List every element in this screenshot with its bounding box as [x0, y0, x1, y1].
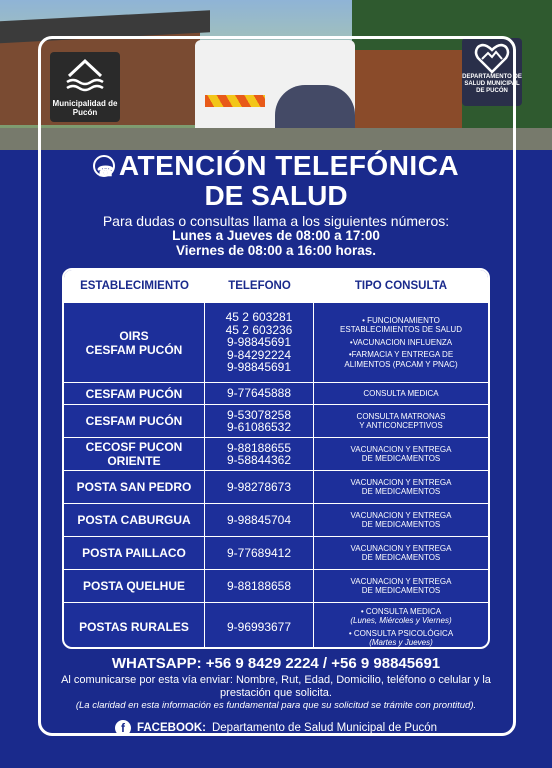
- phone-number[interactable]: 9-88188655: [226, 440, 292, 455]
- tipo-consulta-text: VACUNACION Y ENTREGA: [350, 576, 452, 586]
- cell-telefono: [205, 438, 314, 470]
- tipo-consulta-text: CONSULTA MEDICA: [363, 388, 439, 398]
- table-row: [64, 302, 488, 382]
- hours-friday: Viernes de 08:00 a 16:00 horas.: [175, 243, 377, 258]
- phone-table: [62, 268, 490, 649]
- cell-establecimiento: [64, 537, 205, 569]
- cell-telefono: [205, 537, 314, 569]
- tipo-consulta-text: DE MEDICAMENTOS: [361, 553, 441, 562]
- table-row: [64, 437, 488, 470]
- phone-number[interactable]: 9-61086532: [226, 420, 292, 434]
- instructions: Al comunicarse por esta vía enviar: Nombre, Rut, Edad, Domicilio, teléfono o celular y la prestación que solicita.: [61, 674, 491, 699]
- establecimiento-text: CECOSF PUCON: [85, 440, 183, 454]
- tipo-consulta-text: DE MEDICAMENTOS: [361, 520, 441, 529]
- header-tipo-consulta: TIPO CONSULTA: [354, 280, 448, 292]
- cell-establecimiento: [64, 303, 205, 382]
- cell-tipo-consulta: [314, 537, 488, 569]
- table-row: [64, 602, 488, 649]
- tipo-consulta-text: • CONSULTA PSICOLÓGICA: [348, 628, 454, 638]
- establecimiento-text: POSTAS RURALES: [79, 620, 189, 634]
- cell-establecimiento: [64, 383, 205, 404]
- phone-number[interactable]: 9-53078258: [226, 407, 292, 422]
- table-row: [64, 536, 488, 569]
- cell-tipo-consulta: [314, 383, 488, 404]
- cell-tipo-consulta: [314, 471, 488, 503]
- phone-number[interactable]: 9-98278673: [226, 479, 292, 494]
- cell-telefono: [205, 570, 314, 602]
- establecimiento-text: CESFAM PUCÓN: [85, 342, 183, 357]
- title-line1: ATENCIÓN TELEFÓNICA: [118, 150, 460, 181]
- title-line2: DE SALUD: [204, 180, 348, 211]
- tipo-consulta-text: (Martes y Jueves): [369, 638, 433, 647]
- cell-telefono: [205, 504, 314, 536]
- cell-telefono: [205, 383, 314, 404]
- phone-number[interactable]: 9-84292224: [226, 347, 292, 362]
- instructions-note: (La claridad en esta información es fundamental para que su solicitud se trámite con prontitud).: [75, 700, 477, 711]
- establecimiento-text: ORIENTE: [107, 454, 161, 468]
- phone-number[interactable]: 9-88188658: [226, 578, 292, 593]
- subtitle: Para dudas o consultas llama a los siguientes números:: [102, 213, 450, 229]
- table-row: [64, 382, 488, 404]
- establecimiento-text: POSTA SAN PEDRO: [76, 480, 192, 494]
- establecimiento-text: CESFAM PUCÓN: [85, 386, 183, 401]
- phone-number[interactable]: 9-98845704: [226, 512, 292, 527]
- phone-number[interactable]: 9-98845691: [226, 335, 292, 350]
- whatsapp-line: WHATSAPP: +56 9 8429 2224 / +56 9 98845691: [111, 655, 441, 672]
- header-establecimiento: ESTABLECIMIENTO: [80, 280, 189, 292]
- tipo-consulta-text: ALIMENTOS (PACAM Y PNAC): [344, 359, 458, 369]
- tipo-consulta-text: DE MEDICAMENTOS: [361, 454, 441, 463]
- header-telefono: TELEFONO: [228, 280, 291, 292]
- tipo-consulta-text: •VACUNACION INFLUENZA: [349, 337, 453, 347]
- establecimiento-text: POSTA CABURGUA: [77, 513, 191, 527]
- cell-telefono: [205, 471, 314, 503]
- table-row: [64, 404, 488, 437]
- tipo-consulta-text: Y ANTICONCEPTIVOS: [359, 421, 443, 430]
- tipo-consulta-text: VACUNACION Y ENTREGA: [350, 543, 452, 553]
- cell-establecimiento: [64, 438, 205, 470]
- phone-number[interactable]: 9-58844362: [226, 453, 292, 467]
- cell-establecimiento: [64, 504, 205, 536]
- phone-number[interactable]: 9-77645888: [226, 386, 292, 401]
- tipo-consulta-text: (Lunes, Miércoles y Viernes): [350, 616, 452, 625]
- cell-telefono: [205, 303, 314, 382]
- tipo-consulta-text: DE MEDICAMENTOS: [361, 586, 441, 595]
- table-row: [64, 470, 488, 503]
- phone-number[interactable]: 9-96993677: [226, 619, 292, 634]
- facebook-label: FACEBOOK:: [136, 722, 206, 734]
- heart-mountain-icon: [474, 42, 510, 74]
- tipo-consulta-text: VACUNACION Y ENTREGA: [350, 510, 452, 520]
- phone-number[interactable]: 45 2 603236: [225, 322, 293, 337]
- phone-number[interactable]: 45 2 603281: [225, 310, 293, 325]
- cell-telefono: [205, 603, 314, 649]
- tipo-consulta-text: DE MEDICAMENTOS: [361, 487, 441, 496]
- table-body: [64, 302, 488, 649]
- cell-tipo-consulta: [314, 438, 488, 470]
- cell-tipo-consulta: [314, 570, 488, 602]
- cell-establecimiento: [64, 471, 205, 503]
- establecimiento-text: CESFAM PUCÓN: [85, 414, 183, 428]
- tipo-consulta-text: VACUNACION Y ENTREGA: [350, 477, 452, 487]
- logo-right-text: DEPARTAMENTO DE SALUD MUNICIPAL DE PUCÓN: [462, 74, 522, 94]
- facebook-line: [0, 720, 552, 736]
- establecimiento-text: POSTA PAILLACO: [82, 546, 186, 560]
- cell-tipo-consulta: [314, 603, 488, 649]
- phone-icon: [93, 155, 115, 177]
- cell-tipo-consulta: [314, 504, 488, 536]
- tipo-consulta-text: •FARMACIA Y ENTREGA DE: [348, 350, 454, 360]
- table-row: [64, 503, 488, 536]
- cell-tipo-consulta: [314, 303, 488, 382]
- table-header: [64, 270, 488, 302]
- building-right: [342, 50, 462, 130]
- cell-establecimiento: [64, 603, 205, 649]
- tipo-consulta-text: ESTABLECIMIENTOS DE SALUD: [340, 325, 462, 335]
- facebook-text: Departamento de Salud Municipal de Pucón: [211, 722, 438, 734]
- logo-left-text: Municipalidad de Pucón: [52, 99, 118, 117]
- tipo-consulta-text: VACUNACION Y ENTREGA: [350, 444, 452, 454]
- tipo-consulta-text: • CONSULTA MEDICA: [360, 606, 442, 616]
- cell-establecimiento: [64, 405, 205, 437]
- cell-establecimiento: [64, 570, 205, 602]
- hours-weekdays: Lunes a Jueves de 08:00 a 17:00: [172, 228, 380, 243]
- municipalidad-logo: [50, 52, 120, 122]
- phone-number[interactable]: 9-77689412: [226, 545, 292, 560]
- tipo-consulta-text: • FUNCIONAMIENTO: [362, 315, 440, 325]
- departamento-salud-logo: [462, 38, 522, 106]
- page-title: [0, 150, 552, 211]
- table-row: [64, 569, 488, 602]
- mountain-wave-icon: [65, 58, 105, 92]
- establecimiento-text: POSTA QUELHUE: [82, 579, 185, 593]
- cell-tipo-consulta: [314, 405, 488, 437]
- facebook-icon: f: [115, 720, 131, 736]
- ground: [0, 128, 552, 150]
- establecimiento-text: OIRS: [119, 328, 149, 343]
- tipo-consulta-text: CONSULTA MATRONAS: [356, 411, 446, 421]
- phone-number[interactable]: 9-98845691: [226, 360, 292, 375]
- cell-telefono: [205, 405, 314, 437]
